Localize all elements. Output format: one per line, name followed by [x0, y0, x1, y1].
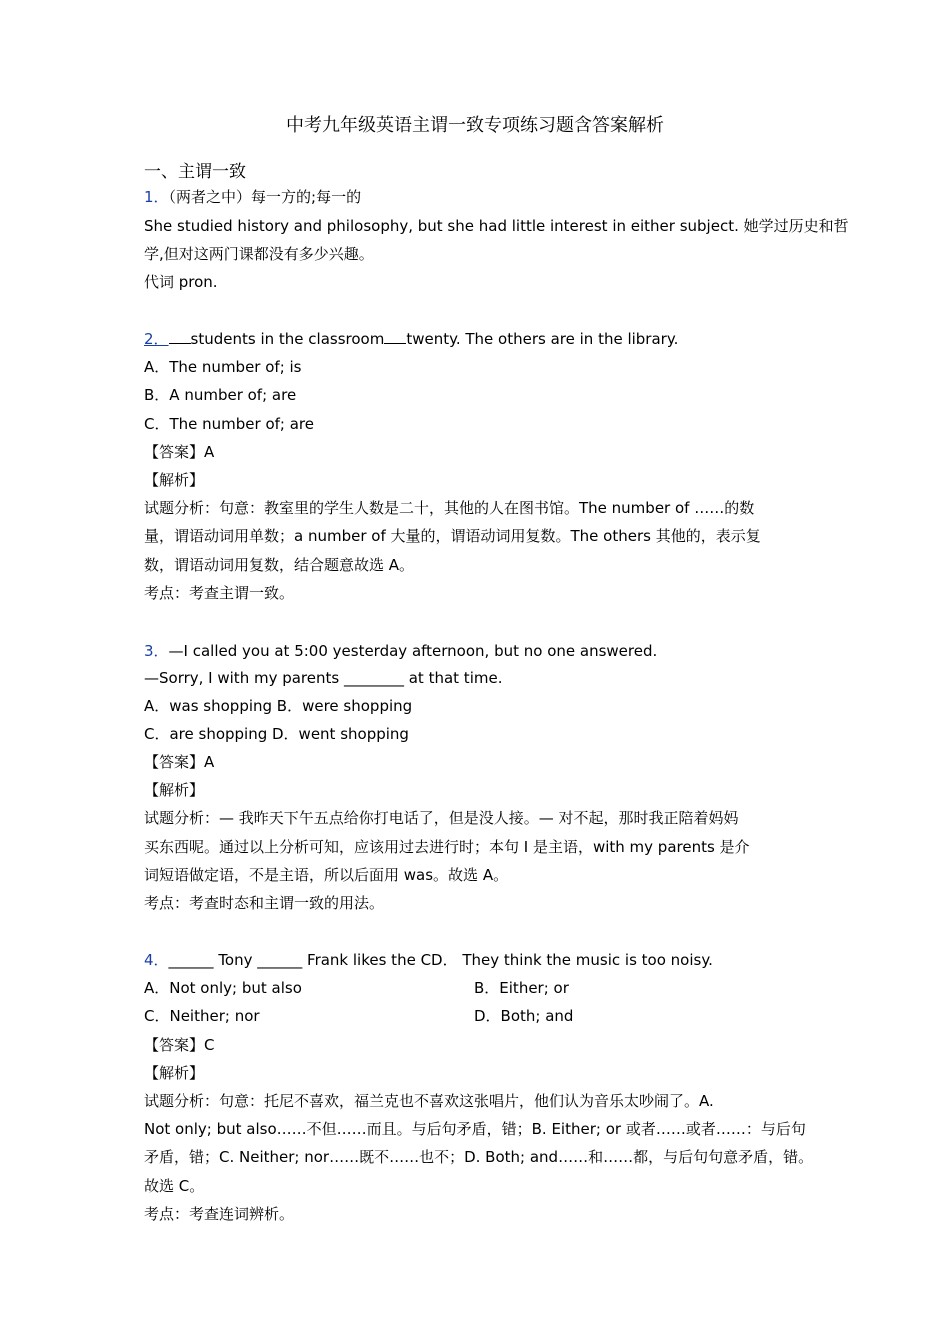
- q4-option-c: C．Neither; nor: [144, 1007, 260, 1025]
- q2-part2: twenty. The others are in the library.: [406, 330, 679, 348]
- q2-analysis-2: 量，谓语动词用单数；a number of 大量的，谓语动词用复数。The others 其他的，表示复: [144, 527, 761, 545]
- q4-analysis-2: Not only; but also……不但……而且。与后句矛盾，错；B. Either; or 或者……或者……：与后句: [144, 1120, 806, 1138]
- q3-line1-text: —I called you at 5:00 yesterday afternoon, but no one answered.: [168, 642, 658, 660]
- q4-analysis-4: 故选 C。: [144, 1177, 205, 1195]
- q2-jiexi: 【解析】: [144, 471, 205, 489]
- q4-option-a: A．Not only; but also: [144, 979, 302, 997]
- q4-option-d: D．Both; and: [474, 1007, 574, 1025]
- q4-analysis-1: 试题分析：句意：托尼不喜欢，福兰克也不喜欢这张唱片，他们认为音乐太吵闹了。A.: [144, 1092, 714, 1110]
- q2-analysis-1: 试题分析：句意：教室里的学生人数是二十，其他的人在图书馆。The number of ……的数: [144, 499, 755, 517]
- q2-stem: [144, 328, 678, 350]
- q4-number: 4．: [144, 951, 169, 969]
- q4-point: 考点：考查连词辨析。: [144, 1205, 295, 1223]
- q1-head-text: （两者之中）每一方的;每一的: [168, 188, 362, 206]
- q2-blank-1: [169, 329, 191, 344]
- q2-analysis-3: 数，谓语动词用复数，结合题意故选 A。: [144, 556, 415, 574]
- q3-number: 3．: [144, 642, 169, 660]
- q3-analysis-1: 试题分析：— 我昨天下午五点给你打电话了，但是没人接。— 对不起，那时我正陪着妈妈: [144, 809, 739, 827]
- q2-number[interactable]: 2．: [144, 330, 169, 348]
- q3-analysis-2: 买东西呢。通过以上分析可知，应该用过去进行时；本句 I 是主语，with my parents 是介: [144, 838, 750, 856]
- q3-jiexi: 【解析】: [144, 781, 205, 799]
- q2-point: 考点：考查主谓一致。: [144, 584, 295, 602]
- q2-option-b: B．A number of; are: [144, 386, 297, 404]
- q4-stem: [144, 949, 713, 971]
- q1-head: [144, 186, 361, 208]
- q3-options-cd: C．are shopping D．went shopping: [144, 725, 409, 743]
- q4-stem-text: ______ Tony ______ Frank likes the CD． They think the music is too noisy.: [168, 951, 713, 969]
- q2-option-a: A．The number of; is: [144, 358, 302, 376]
- q3-options-ab: A．was shopping B．were shopping: [144, 697, 413, 715]
- q1-number: 1．: [144, 188, 169, 206]
- page-title: 中考九年级英语主谓一致专项练习题含答案解析: [286, 115, 664, 136]
- q2-option-c: C．The number of; are: [144, 415, 314, 433]
- q2-part1: students in the classroom: [190, 330, 385, 348]
- q4-analysis-3: 矛盾，错；C. Neither; nor……既不……也不；D. Both; and……和……都，与后句句意矛盾，错。: [144, 1148, 814, 1166]
- q3-line2: —Sorry, I with my parents ________ at that time.: [144, 669, 503, 687]
- q3-answer: 【答案】A: [144, 753, 215, 771]
- q4-jiexi: 【解析】: [144, 1064, 205, 1082]
- q3-analysis-3: 词短语做定语，不是主语，所以后面用 was。故选 A。: [144, 866, 509, 884]
- q2-answer: 【答案】A: [144, 443, 215, 461]
- q1-line3: 代词 pron.: [144, 273, 218, 291]
- q4-option-b: B．Either; or: [474, 979, 569, 997]
- q1-line1: She studied history and philosophy, but she had little interest in either subject. 她学过历史和哲: [144, 217, 849, 235]
- q1-line2: 学,但对这两门课都没有多少兴趣。: [144, 245, 374, 263]
- q3-point: 考点：考查时态和主谓一致的用法。: [144, 894, 385, 912]
- q4-answer: 【答案】C: [144, 1036, 215, 1054]
- section-heading: 一、主谓一致: [144, 162, 246, 182]
- q3-line1: [144, 640, 657, 662]
- q2-blank-2: [384, 329, 406, 344]
